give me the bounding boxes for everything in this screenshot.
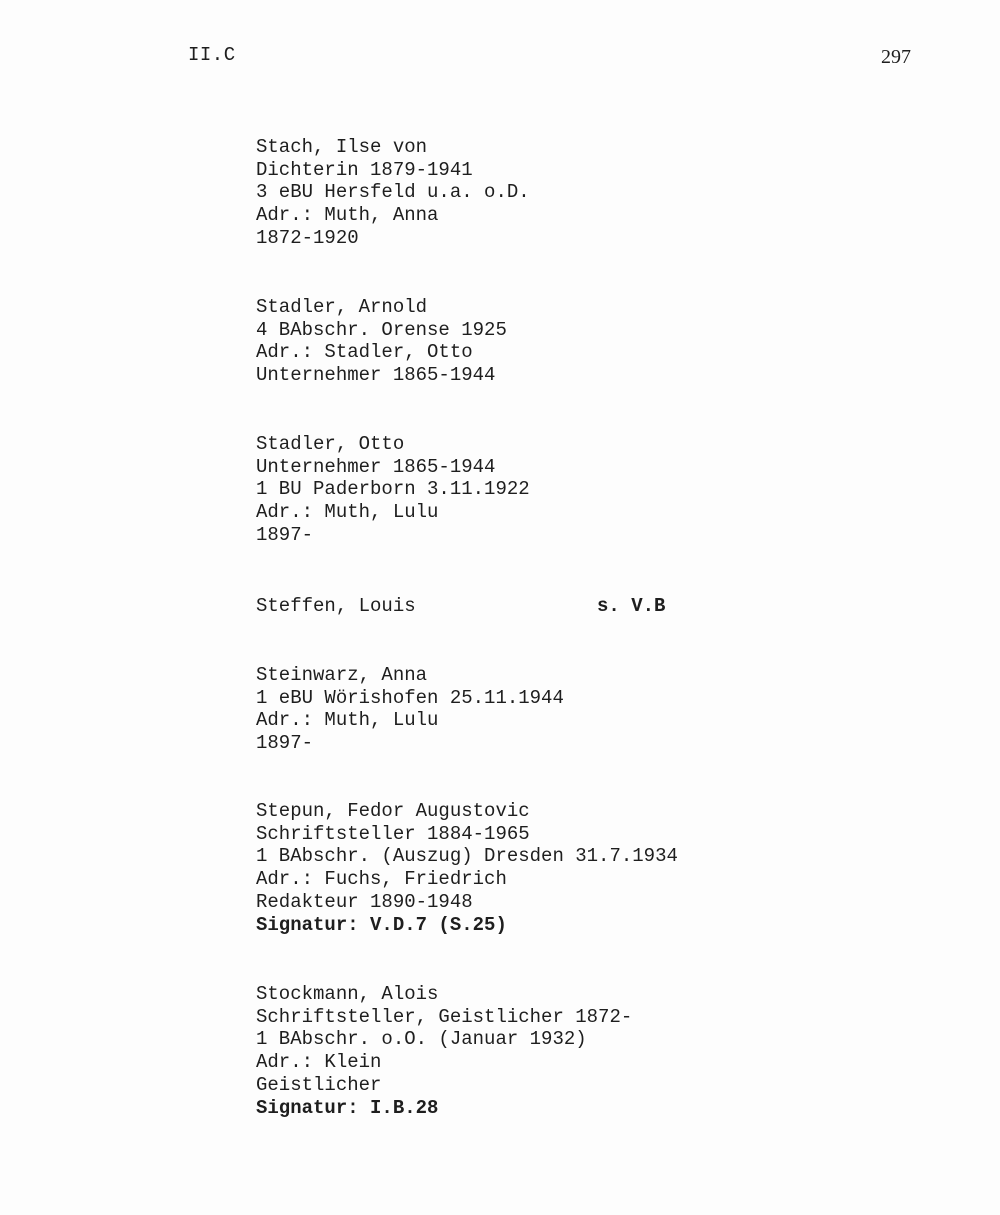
entry-stach-ilse <box>256 136 530 250</box>
entry-signature: Signatur: V.D.7 (S.25) <box>256 913 507 936</box>
entry-stadler-otto <box>256 433 530 547</box>
entry-name: Stepun, Fedor Augustovic <box>256 800 530 822</box>
entry-steinwarz-anna <box>256 664 564 755</box>
entry-line: Dichterin 1879-1941 <box>256 158 473 181</box>
entry-line: 1 BAbschr. (Auszug) Dresden 31.7.1934 <box>256 845 678 868</box>
entry-line: Geistlicher <box>256 1073 382 1096</box>
cross-reference: s. V.B <box>597 595 666 617</box>
entry-line: Redakteur 1890-1948 <box>256 890 473 913</box>
entry-line: Adr.: Muth, Lulu <box>256 501 439 524</box>
entry-name: Steffen, Louis <box>256 595 416 617</box>
entry-line: 1 BU Paderborn 3.11.1922 <box>256 478 530 501</box>
entry-steffen-louis <box>256 595 666 618</box>
entry-signature: Signatur: I.B.28 <box>256 1096 439 1119</box>
entry-name: Stach, Ilse von <box>256 136 428 158</box>
page-number: 297 <box>881 46 911 68</box>
entry-line: Schriftsteller 1884-1965 <box>256 822 530 845</box>
entry-line: Adr.: Fuchs, Friedrich <box>256 868 507 891</box>
entry-line: 1897- <box>256 523 314 546</box>
entry-line: 3 eBU Hersfeld u.a. o.D. <box>256 181 530 204</box>
entry-line: Schriftsteller, Geistlicher 1872- <box>256 1005 633 1028</box>
entry-stepun-fedor <box>256 800 678 936</box>
entry-line: Adr.: Stadler, Otto <box>256 341 473 364</box>
entry-line: 4 BAbschr. Orense 1925 <box>256 318 507 341</box>
entry-line: Adr.: Klein <box>256 1051 382 1074</box>
entry-name: Stadler, Arnold <box>256 296 428 318</box>
entry-name: Steinwarz, Anna <box>256 664 428 686</box>
entry-line: Adr.: Muth, Anna <box>256 204 439 227</box>
entry-line: 1 BAbschr. o.O. (Januar 1932) <box>256 1028 587 1051</box>
entry-name: Stockmann, Alois <box>256 983 439 1005</box>
entry-line: Unternehmer 1865-1944 <box>256 364 496 387</box>
entry-line: 1 eBU Wörishofen 25.11.1944 <box>256 686 564 709</box>
entry-line: Unternehmer 1865-1944 <box>256 455 496 478</box>
entry-stadler-arnold <box>256 296 507 387</box>
page-section-label: II.C <box>188 44 236 66</box>
entry-line: Adr.: Muth, Lulu <box>256 709 439 732</box>
entry-name: Stadler, Otto <box>256 433 405 455</box>
entry-line: 1897- <box>256 732 314 755</box>
entry-line: 1872-1920 <box>256 226 359 249</box>
entry-stockmann-alois <box>256 983 632 1119</box>
